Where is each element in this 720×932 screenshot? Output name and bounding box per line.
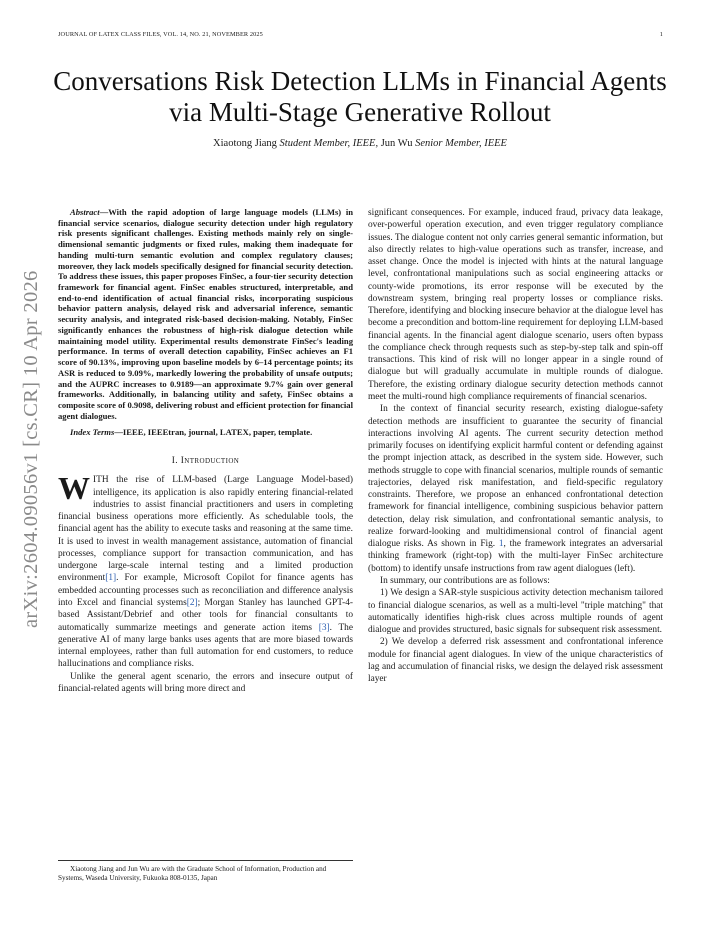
contribution-item-1: 1) We design a SAR-style suspicious activity detection mechanism tailored to financial dialogue scenarios, as well as a multi-level "triple matching" that automatically identifies high-risk clues across multiple rounds of agent dialogue and provides structured, basic signals for subsequent risk assessment. xyxy=(368,588,663,636)
intro-text: ; Morgan Stanley has launched GPT-4-based Assistant/Debrief and other tools for financial consultants to automatically summarize meetings and generate action items xyxy=(58,598,353,633)
intro-paragraph-1 xyxy=(58,470,354,670)
author-name: Xiaotong Jiang xyxy=(213,138,277,149)
arxiv-stamp[interactable]: arXiv:2604.09056v1 [cs.CR] 10 Apr 2026 xyxy=(20,270,42,628)
author-membership: Student Member, IEEE, xyxy=(279,138,379,149)
citation-link[interactable]: [3] xyxy=(318,622,330,633)
abstract-text: —With the rapid adoption of large language models (LLMs) in financial service scenarios, dialogue security detection under high regulatory risk presents significant challenges. Existing methods mainly rely on single-dimensional semantic judgments or fixed rules, making them inadequate for handing multi-turn semantic evolution and complex regulatory clauses; moreover, they lack models specifically designed for financial security detection. To address these issues, this paper proposes FinSec, a four-tier security detection framework for financial agent. FinSec enables structured, interpretable, and end-to-end identification of actual financial risks, incorporating suspicious behavior pattern analysis, delayed risk and adversarial inference, semantic security analysis, and integrated risk-based decision-making. Notably, FinSec significantly enhances the robustness of high-risk dialogue detection while maintaining model utility. Experimental results demonstrate FinSec's leading performance. In terms of overall detection capability, FinSec achieves an F1 score of 90.13%, improving upon baseline models by 6–14 percentage points; its ASR is reduced to 9.09%, markedly lowering the probability of unsafe outputs; and the AUPRC increases to 0.9189—an approximate 9.7% gain over general frameworks. Additionally, in balancing utility and safety, FinSec obtains a composite score of 0.9098, delivering robust and efficient protection for financial agent dialogues. xyxy=(58,207,353,421)
section-heading xyxy=(58,455,353,467)
intro-text: , the framework integrates an adversarial thinking framework (right-top) with the multi-layer FinSec architecture (bottom) to identify unsafe instructions from raw agent dialogues (left). xyxy=(368,539,663,574)
page-number: 1 xyxy=(659,31,663,38)
intro-text: . The generative AI of many large banks uses agents that are more biased towards internal employees, rather than full automation for end customers, to reduce hallucinations and compliance risks. xyxy=(58,622,354,670)
author-membership: Senior Member, IEEE xyxy=(415,138,507,149)
intro-text: In the context of financial security research, existing dialogue-safety detection methods are insufficient to guarantee the security of financial interactions involving AI agents. The current security detection method primarily focuses on identifying explicit harmful content or defending against the prompt injection attack, as described in the system side. However, such methods struggle to cope with financial scenarios, multiple rounds of semantic trajectories, delayed risk manifestation, and field-specific regulatory constraints. Therefore, we propose an enhanced confrontational detection framework for financial intelligence, combining suspicious behavior pattern detection, delay risk simulation, and confrontational semantic analysis, to realize forward-looking and multidimensional control of financial agent dialogue risks. As shown in Fig. xyxy=(368,404,663,550)
paper-title: Conversations Risk Detection LLMs in Financial Agents via Multi-Stage Generative Rollout xyxy=(53,66,667,127)
intro-text: ITH the rise of LLM-based (Large Language Model-based) intelligence, its application is also rapidly entering financial-related industries to assist financial practitioners and users in completing financial business operations more efficiently. As schedulable tools, the financial agent has the ability to execute tasks and reasoning at the same time. It is used to invest in wealth management assistance, automation of financial processes, compliance support for transaction communication, and has undergone large-scale internal testing and a limited production environment xyxy=(58,475,353,584)
affiliation-footnote: Xiaotong Jiang and Jun Wu are with the Graduate School of Information, Production and Systems, Waseda University, Fukuoka 808-0135, Japan xyxy=(58,860,353,883)
left-column xyxy=(58,207,353,695)
abstract xyxy=(58,207,353,421)
running-header xyxy=(58,31,663,38)
section-number: I. xyxy=(171,456,179,467)
index-terms-label: Index Terms xyxy=(70,427,115,438)
right-column xyxy=(368,207,663,685)
intro-paragraph-2: Unlike the general agent scenario, the errors and insecure output of financial-related agents will bring more direct and xyxy=(58,671,353,694)
abstract-label: Abstract xyxy=(70,207,100,217)
index-terms-text: —IEEE, IEEEtran, journal, LATEX, paper, template. xyxy=(114,427,313,438)
author-line xyxy=(40,138,680,149)
section-title: Introduction xyxy=(180,456,240,467)
figure-reference-link[interactable]: 1 xyxy=(498,539,504,550)
author-name: Jun Wu xyxy=(380,138,413,149)
citation-link[interactable]: [1] xyxy=(105,573,117,584)
contribution-item-2: 2) We develop a deferred risk assessment and confrontational inference module for financial agent dialogues. In view of the unique characteristics of lag and accumulation of financial risks, we design the delayed risk assessment layer xyxy=(368,637,663,685)
intro-text: . For example, Microsoft Copilot for finance agents has embedded accounting processes such as reconciliation and difference analysis into Excel and financial systems xyxy=(58,573,353,609)
journal-name: JOURNAL OF LATEX CLASS FILES, VOL. 14, NO. 21, NOVEMBER 2025 xyxy=(58,31,263,38)
contributions-intro: In summary, our contributions are as follows: xyxy=(380,575,550,586)
index-terms xyxy=(58,427,353,438)
drop-cap: W xyxy=(58,470,90,507)
intro-paragraph-3 xyxy=(368,403,663,575)
intro-paragraph-continued: significant consequences. For example, induced fraud, privacy data leakage, over-powerful operation execution, and even trigger regulatory compliance issues. The dialogue content not only carries general semantic information, but also directly relates to high-value operations such as transfer, increase, and asset change. Once the model is injected with hints at the natural language level, confrontational manipulations such as social engineering attacks or county-wide promotions, its error response will be executed by the downstream system, bringing real property losses or compliance risks. Therefore, identifying and blocking insecure behavior at the dialogue level has become a precondition and bottom-line requirement for deploying LLM-based financial agents. In the financial agent dialogue scenario, users often bypass the compliance check through requests such as step-by-step talk and spin-off transactions. This kind of risk will no longer appear in a single round of dialogue but will gradually accumulate in multiple rounds of dialogue. Therefore, the existing ordinary dialogue security detection methods cannot meet the multi-round high compliance requirements of financial scenarios. xyxy=(368,208,663,402)
citation-link[interactable]: [2] xyxy=(186,598,198,609)
